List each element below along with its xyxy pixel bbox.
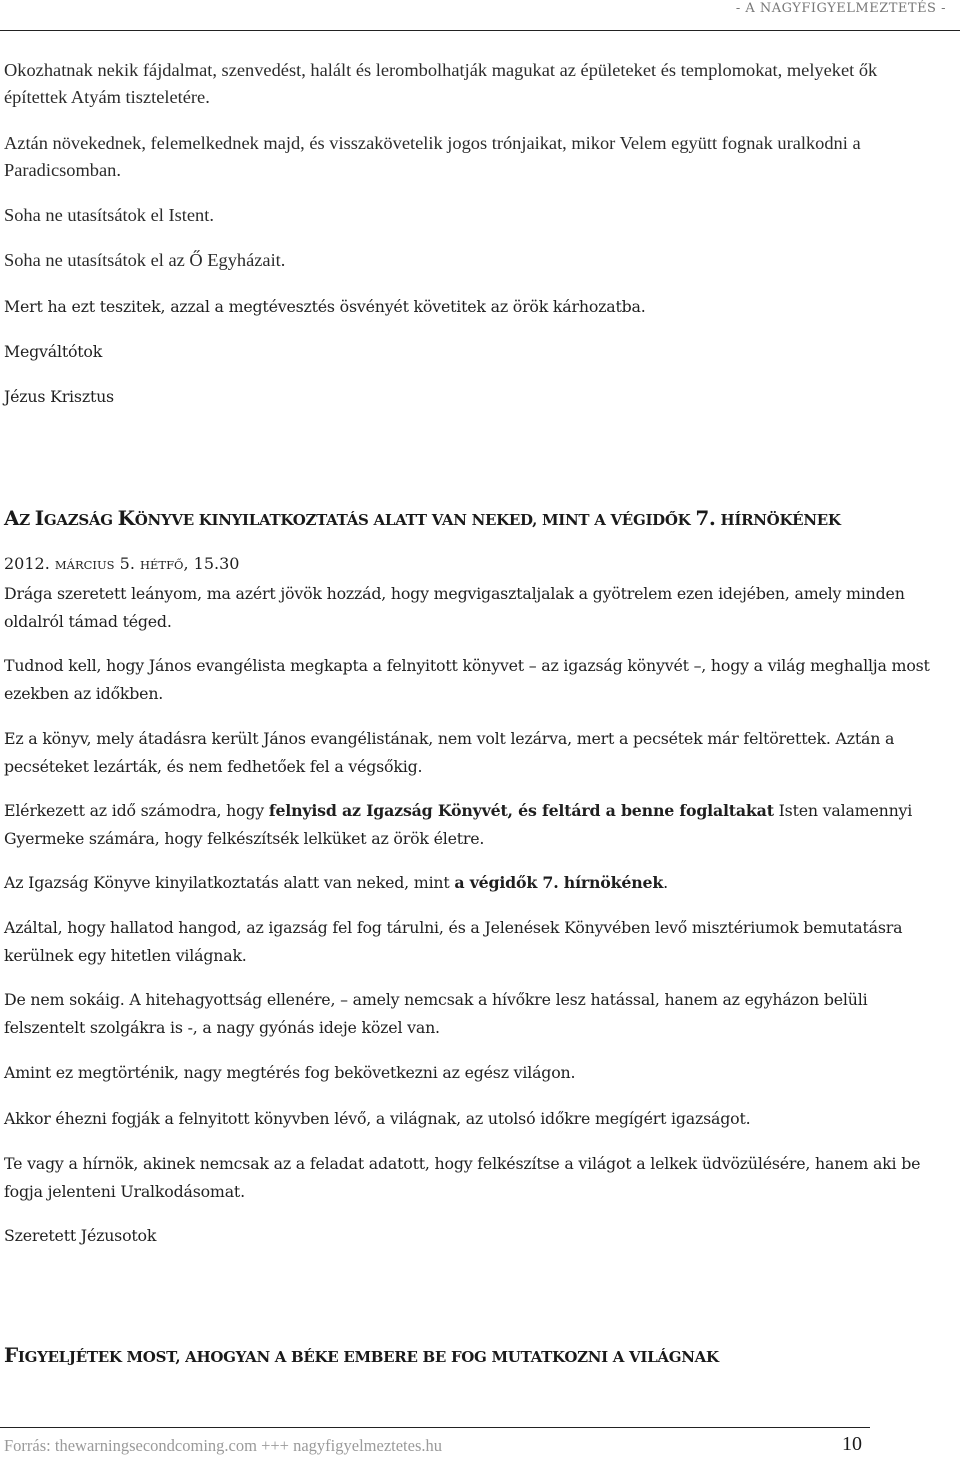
paragraph-text: Isten valamennyi Gyermeke számára, hogy felkészítsék lelküket az örök életre.	[4, 801, 913, 848]
paragraph	[4, 869, 934, 897]
running-header-title: - A NAGYFIGYELMEZTETÉS -	[735, 1, 946, 16]
date-month: MÁRCIUS	[54, 558, 115, 572]
date-year: 2012.	[4, 554, 55, 573]
paragraph-text: Elérkezett az idő számodra, hogy	[4, 801, 269, 820]
signature-line: Megváltótok	[4, 342, 103, 361]
date-weekday: HÉTFŐ	[139, 558, 184, 572]
paragraph: Mert ha ezt teszitek, azzal a megtévesztés ösvényét követitek az örök kárhozatba.	[4, 297, 646, 316]
paragraph: Azáltal, hogy hallatod hangod, az igazság fel fog tárulni, és a Jelenések Könyvében levő misztériumok bemutatásra kerülnek egy hitetlen világnak.	[4, 918, 903, 965]
section-heading	[4, 1343, 934, 1367]
paragraph-text: .	[663, 873, 668, 892]
paragraph: Akkor éhezni fogják a felnyitott könyvben lévő, a világnak, az utolsó időkre megígért igazságot.	[4, 1109, 751, 1128]
paragraph: Soha ne utasítsátok el Istent.	[4, 205, 214, 225]
paragraph: Ez a könyv, mely átadásra került János evangélistának, nem volt lezárva, mert a pecsétek már feltörettek. Aztán a pecséteket lezárták, és nem fedhetőek fel a végsőkig.	[4, 729, 895, 776]
paragraph: Te vagy a hírnök, akinek nemcsak az a feladat adatott, hogy felkészítse a világot a lelkek üdvözülésére, hanem aki be fogja jelenteni Uralkodásomat.	[4, 1154, 921, 1201]
heading-text: HÍRNÖKÉNEK	[715, 511, 841, 529]
signature-line: Szeretett Jézusotok	[4, 1226, 157, 1245]
footer-source: Forrás: thewarningsecondcoming.com +++ nagyfigyelmeztetes.hu	[4, 1436, 443, 1455]
paragraph: Aztán növekednek, felemelkednek majd, és visszakövetelik jogos trónjaikat, mikor Velem együtt fognak uralkodni a Paradicsomban.	[4, 133, 861, 180]
heading-text: GAZSÁG	[43, 511, 118, 529]
heading-text: Z	[19, 511, 35, 529]
paragraph: Okozhatnak nekik fájdalmat, szenvedést, halált és lerombolhatják magukat az épületeket és templomokat, melyeket ők építettek Atyám tiszteletére.	[4, 60, 878, 107]
paragraph	[4, 797, 934, 852]
signature-name: Jézus Krisztus	[4, 387, 114, 406]
dateline	[4, 554, 934, 573]
heading-initial: K	[117, 506, 135, 530]
heading-initial: F	[4, 1343, 18, 1367]
paragraph: De nem sokáig. A hitehagyottság ellenére, – amely nemcsak a hívőkre lesz hatással, hanem az egyházon belüli felszentelt szolgákra is -, a nagy gyónás ideje közel van.	[4, 990, 868, 1037]
heading-initial: A	[4, 506, 20, 530]
heading-text: IGYELJÉTEK MOST, AHOGYAN A BÉKE EMBERE BE FOG MUTATKOZNI A VILÁGNAK	[17, 1348, 719, 1366]
date-time: , 15.30	[183, 554, 240, 573]
footer-rule	[0, 1427, 870, 1428]
heading-text: ÖNYVE KINYILATKOZTATÁS ALATT VAN NEKED, MINT A VÉGIDŐK	[134, 511, 696, 529]
header-rule	[0, 30, 960, 31]
section-heading	[4, 506, 934, 530]
paragraph: Drága szeretett leányom, ma azért jövök hozzád, hogy megvigasztaljalak a gyötrelem ezen idejében, amely minden oldalról támad téged.	[4, 584, 905, 631]
paragraph: Amint ez megtörténik, nagy megtérés fog bekövetkezni az egész világon.	[4, 1063, 576, 1082]
date-day: 5.	[114, 554, 140, 573]
heading-initial: I	[34, 506, 44, 530]
heading-number: 7.	[695, 506, 716, 530]
paragraph: Soha ne utasítsátok el az Ő Egyházait.	[4, 250, 286, 270]
page-number: 10	[842, 1433, 862, 1455]
paragraph-text: Az Igazság Könyve kinyilatkoztatás alatt van neked, mint	[4, 873, 455, 892]
paragraph: Tudnod kell, hogy János evangélista megkapta a felnyitott könyvet – az igazság könyvét –, hogy a világ meghallja most ezekben az időkben.	[4, 656, 930, 703]
paragraph-emphasis: a végidők 7. hírnökének	[454, 873, 664, 892]
paragraph-emphasis: felnyisd az Igazság Könyvét, és feltárd a benne foglaltakat	[268, 801, 774, 820]
